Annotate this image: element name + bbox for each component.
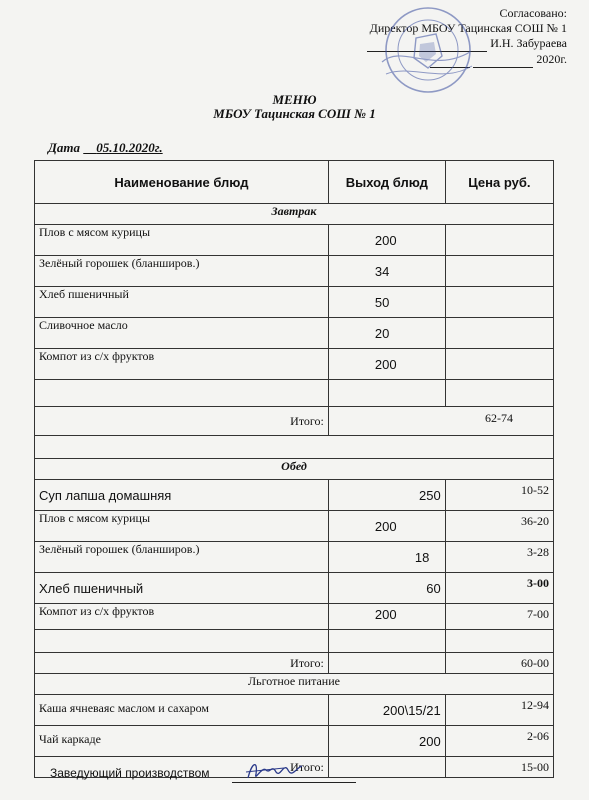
dish-output: 200 — [328, 511, 445, 542]
section-benefit — [35, 674, 554, 695]
empty-cell — [35, 630, 329, 653]
approval-director: Директор МБОУ Тацинская СОШ № 1 — [369, 21, 567, 35]
dish-price — [445, 287, 553, 318]
lunch-total-row — [35, 653, 554, 674]
dish-output: 18 — [328, 542, 445, 573]
empty-cell — [445, 380, 553, 407]
empty-row — [35, 630, 554, 653]
dish-name: Сливочное масло — [35, 318, 329, 349]
dish-price: 36-20 — [445, 511, 553, 542]
approval-director-name: И.Н. Забураева — [490, 36, 567, 50]
header-output: Выход блюд — [328, 161, 445, 204]
approval-heading: Согласовано: — [499, 6, 567, 20]
dish-name: Плов с мясом курицы — [35, 511, 329, 542]
header-name: Наименование блюд — [35, 161, 329, 204]
empty-cell — [445, 630, 553, 653]
table-row — [35, 542, 554, 573]
spacer-row — [35, 436, 554, 459]
section-benefit-title: Льготное питание — [35, 674, 554, 695]
dish-price — [445, 318, 553, 349]
dish-output: 20 — [328, 318, 445, 349]
dish-output: 50 — [328, 287, 445, 318]
dish-name: Плов с мясом курицы — [35, 225, 329, 256]
dish-price: 3-28 — [445, 542, 553, 573]
empty-cell — [328, 757, 445, 778]
dish-output: 34 — [328, 256, 445, 287]
school-title: МБОУ Тацинская СОШ № 1 — [213, 106, 376, 121]
table-row — [35, 511, 554, 542]
table-row — [35, 318, 554, 349]
approval-block — [367, 6, 567, 68]
table-row — [35, 573, 554, 604]
dish-output: 250 — [328, 480, 445, 511]
dish-name: Суп лапша домашняя — [35, 480, 329, 511]
footer-label: Заведующий производством — [50, 766, 210, 780]
table-row — [35, 604, 554, 630]
dish-price: 12-94 — [445, 695, 553, 726]
month-blank — [473, 52, 533, 68]
dish-output: 200 — [328, 604, 445, 630]
empty-cell — [35, 380, 329, 407]
date-value — [83, 140, 162, 155]
empty-cell — [328, 630, 445, 653]
dish-name: Каша ячневаяс маслом и сахаром — [35, 695, 329, 726]
dish-name: Хлеб пшеничный — [35, 573, 329, 604]
table-row — [35, 480, 554, 511]
benefit-total: 15-00 — [445, 757, 553, 778]
section-breakfast — [35, 204, 554, 225]
total-label: Итого: — [35, 407, 329, 436]
dish-price: 7-00 — [445, 604, 553, 630]
table-row — [35, 695, 554, 726]
date-value-text: 05.10.2020г. — [96, 140, 163, 155]
dish-price: 2-06 — [445, 726, 553, 757]
breakfast-total-row — [35, 407, 554, 436]
breakfast-total: 62-74 — [328, 407, 553, 436]
dish-output: 200 — [328, 726, 445, 757]
dish-name: Зелёный горошек (бланширов.) — [35, 256, 329, 287]
approval-year: 2020г. — [536, 52, 567, 66]
dish-price: 10-52 — [445, 480, 553, 511]
total-label: Итого: — [35, 653, 329, 674]
table-row — [35, 256, 554, 287]
dish-price — [445, 225, 553, 256]
menu-title: МЕНЮ — [272, 92, 317, 107]
dish-name: Хлеб пшеничный — [35, 287, 329, 318]
date-label: Дата — [48, 140, 80, 155]
table-row — [35, 349, 554, 380]
table-row — [35, 225, 554, 256]
table-row — [35, 726, 554, 757]
empty-cell — [328, 380, 445, 407]
dish-price — [445, 256, 553, 287]
dish-name: Компот из с/х фруктов — [35, 604, 329, 630]
dish-name: Чай каркаде — [35, 726, 329, 757]
dish-output: 60 — [328, 573, 445, 604]
approval-date-line — [367, 52, 567, 68]
menu-table — [34, 160, 554, 778]
total-label: Итого: — [35, 757, 329, 778]
approval-signature-line — [367, 36, 567, 52]
empty-cell — [328, 653, 445, 674]
header-price: Цена руб. — [445, 161, 553, 204]
empty-row — [35, 380, 554, 407]
dish-output: 200\15/21 — [328, 695, 445, 726]
section-lunch — [35, 459, 554, 480]
menu-date — [48, 140, 163, 156]
section-lunch-title: Обед — [35, 459, 554, 480]
dish-output: 200 — [328, 225, 445, 256]
dish-name: Компот из с/х фруктов — [35, 349, 329, 380]
dish-price — [445, 349, 553, 380]
lunch-total: 60-00 — [445, 653, 553, 674]
section-breakfast-title: Завтрак — [35, 204, 554, 225]
table-row — [35, 287, 554, 318]
table-header-row — [35, 161, 554, 204]
day-blank — [430, 52, 470, 68]
spacer-cell — [35, 436, 554, 459]
signature-blank — [367, 36, 487, 52]
handwritten-signature — [244, 756, 304, 786]
dish-name: Зелёный горошек (бланширов.) — [35, 542, 329, 573]
dish-price: 3-00 — [445, 573, 553, 604]
dish-output: 200 — [328, 349, 445, 380]
